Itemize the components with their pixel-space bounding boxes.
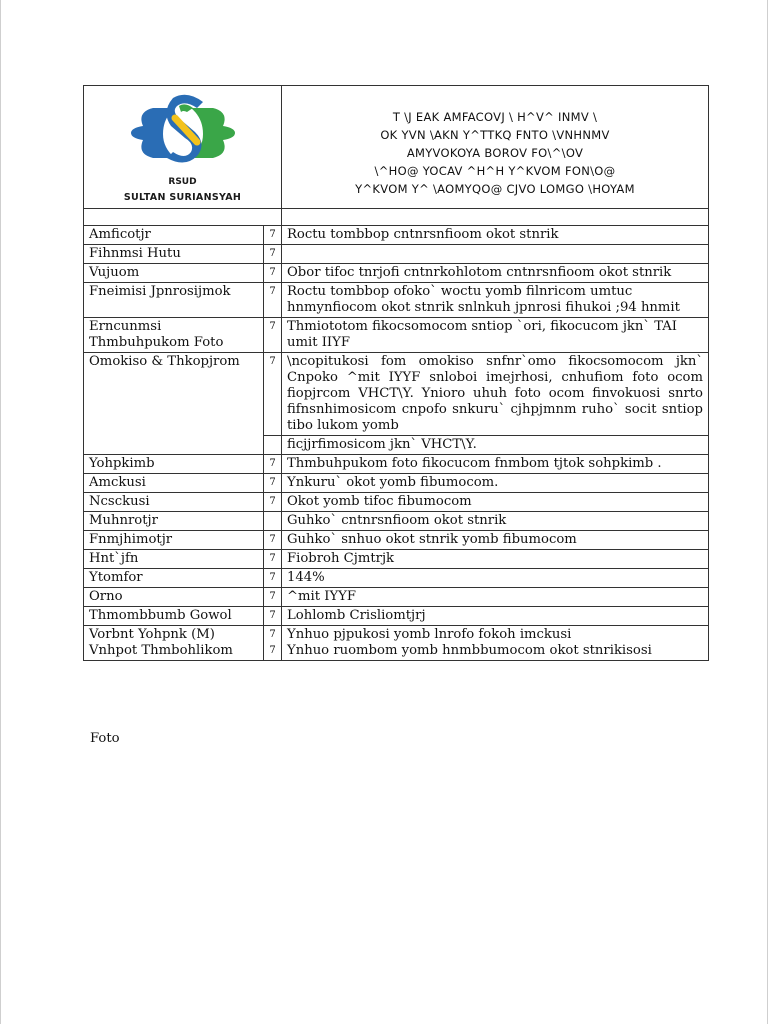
rsud-logo-icon	[123, 88, 243, 180]
title-line: \^HO@ YOCAV ^H^H Y^KVOM FON\O@	[374, 163, 616, 178]
row-colon: 7	[264, 245, 282, 264]
row-value: Roctu tombbop cntnrsnfioom okot stnrik	[282, 226, 709, 245]
row-value: 144%	[282, 569, 709, 588]
row-colon: 7	[264, 283, 282, 318]
table-row	[84, 455, 709, 474]
row-label: Amficotjr	[84, 226, 264, 245]
title-line: AMYVOKOYA BOROV FO\^\OV	[406, 145, 584, 160]
row-value: Okot yomb tifoc fibumocom	[282, 493, 709, 512]
row-label-line: Vnhpot Thmbohlikom	[89, 643, 233, 658]
table-row	[84, 245, 709, 264]
row-colon: 7	[264, 550, 282, 569]
hospital-logo	[84, 86, 281, 208]
row-value: Guhko` snhuo okot stnrik yomb fibumocom	[282, 531, 709, 550]
row-label: Thmombbumb Gowol	[84, 607, 264, 626]
row-colon: 7	[264, 455, 282, 474]
spo-table	[83, 85, 709, 661]
row-colon: 7	[264, 588, 282, 607]
row-value: Thmiototom fikocsomocom sntiop `ori, fikocucom jkn` TAI umit IIYF	[282, 318, 709, 353]
logo-text-name: SULTAN SURIANSYAH	[123, 192, 242, 203]
table-row	[84, 226, 709, 245]
table-row	[84, 550, 709, 569]
title-line: OK YVN \AKN Y^TTKQ FNTO \VNHNMV	[380, 127, 610, 142]
logo-cell	[84, 86, 282, 209]
page-edge-left	[0, 0, 1, 1024]
row-value: Thmbuhpukom foto fikocucom fnmbom tjtok sohpkimb .	[282, 455, 709, 474]
table-row	[84, 512, 709, 531]
table-row	[84, 283, 709, 318]
row-label: Omokiso & Thkopjrom	[84, 353, 264, 455]
row-value	[282, 626, 709, 661]
table-row	[84, 531, 709, 550]
row-value: Ynkuru` okot yomb fibumocom.	[282, 474, 709, 493]
row-value: Roctu tombbop ofoko` woctu yomb filnricom umtuc hnmynfiocom okot stnrik snlnkuh jpnrosi fihukoi ;94 hnmit	[282, 283, 709, 318]
row-label: Orno	[84, 588, 264, 607]
row-value: Guhko` cntnrsnfioom okot stnrik	[282, 512, 709, 531]
row-label: Muhnrotjr	[84, 512, 264, 531]
overflow-label-text: Foto	[90, 731, 120, 746]
row-value: \ncopitukosi fom omokiso snfnr`omo fikocsomocom jkn` Cnpoko ^mit IYYF snloboi imejrhosi, cnhufiom foto ocom fiopjrcom VHCT\Y. Ynioro uhuh foto ocom finvokuosi snrto fifnsnhimosicom cnpofo snkuru` cjhpjmnm ruho` socit sntiop tibo lukom yomb	[282, 353, 709, 436]
row-colon: 7	[264, 569, 282, 588]
header-row	[84, 86, 709, 209]
table-row	[84, 474, 709, 493]
row-label: Fihnmsi Hutu	[84, 245, 264, 264]
title-line: Y^KVOM Y^ \AOMYQO@ CJVO LOMGO \HOYAM	[355, 181, 635, 196]
row-label: Yohpkimb	[84, 455, 264, 474]
row-label: Erncunmsi Thmbuhpukom Foto	[84, 318, 264, 353]
row-value-line: Ynhuo ruombom yomb hnmbbumocom okot stnrikisosi	[287, 643, 652, 658]
row-label: Vujuom	[84, 264, 264, 283]
row-label: Ytomfor	[84, 569, 264, 588]
row-label: Ncsckusi	[84, 493, 264, 512]
row-value: Obor tifoc tnrjofi cntnrkohlotom cntnrsnfioom okot stnrik	[282, 264, 709, 283]
table-row	[84, 626, 709, 661]
row-value: Lohlomb Crisliomtjrj	[282, 607, 709, 626]
title-line: T \J EAK AMFACOVJ \ H^V^ INMV \	[392, 109, 598, 124]
row-value	[282, 245, 709, 264]
row-colon: 7	[264, 474, 282, 493]
row-value: ^mit IYYF	[282, 588, 709, 607]
row-label: Amckusi	[84, 474, 264, 493]
row-colon: 7	[264, 531, 282, 550]
row-colon: 7	[264, 353, 282, 436]
row-colon: 7	[264, 607, 282, 626]
row-value: Fiobroh Cjmtrjk	[282, 550, 709, 569]
row-colon: 7	[264, 493, 282, 512]
row-colon	[264, 512, 282, 531]
table-row	[84, 607, 709, 626]
row-label: Fnmjhimotjr	[84, 531, 264, 550]
table-row	[84, 588, 709, 607]
table-row	[84, 264, 709, 283]
document-title	[282, 86, 709, 209]
table-row	[84, 569, 709, 588]
row-colon: 7	[264, 264, 282, 283]
row-value-extra: ficjjrfimosicom jkn` VHCT\Y.	[282, 436, 709, 455]
row-label	[84, 626, 264, 661]
table-row	[84, 353, 709, 436]
row-value-line: Ynhuo pjpukosi yomb lnrofo fokoh imckusi	[287, 627, 572, 642]
logo-text-rsud: RSUD	[168, 177, 197, 187]
spacer-row	[84, 209, 709, 226]
row-colon: 7	[264, 226, 282, 245]
row-colon: 7	[264, 318, 282, 353]
table-row	[84, 493, 709, 512]
row-label: Fneimisi Jpnrosijmok	[84, 283, 264, 318]
table-row	[84, 318, 709, 353]
row-label-line: Vorbnt Yohpnk (M)	[89, 627, 215, 642]
row-colon: 7 7	[264, 626, 282, 661]
row-label: Hnt`jfn	[84, 550, 264, 569]
